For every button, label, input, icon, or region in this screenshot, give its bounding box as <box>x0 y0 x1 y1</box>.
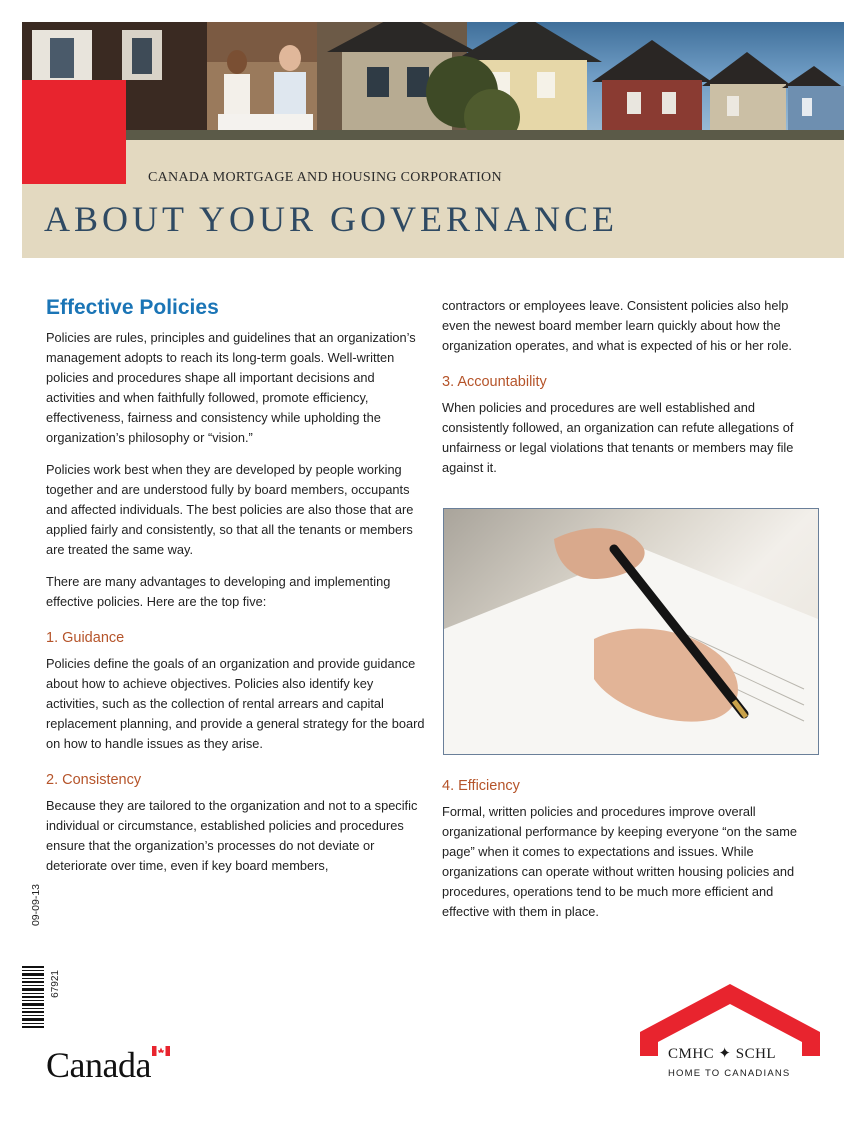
section-heading-guidance: 1. Guidance <box>46 630 125 646</box>
section-text-accountability: When policies and procedures are well established and consistently followed, an organization can refute allegations of unfairness or legal violations that tenants or members may file against it. <box>442 400 794 475</box>
houses-illustration <box>22 22 844 140</box>
red-accent-block <box>22 80 126 184</box>
continued-paragraph: contractors or employees leave. Consistent policies also help even the newest board member learn quickly about how the organization operates, and what is expected of his or her role. <box>442 298 792 353</box>
date-code: 09-09-13 <box>30 884 42 927</box>
canada-wordmark: Canada <box>46 1045 151 1085</box>
hand-writing-illustration <box>444 509 818 754</box>
section-text-efficiency: Formal, written policies and procedures improve overall organizational performance by keeping everyone “on the same page” when it comes to expectations and issues. While organizations can operate without written housing policies and procedures, operations tend to be much more efficient and effective with them in place. <box>442 804 797 919</box>
section-text-guidance: Policies define the goals of an organization and provide guidance about how to achieve objectives. Policies also identify key activities, such as the collection of rental arrears and capital replacement planning, and provide a general strategy for the board on how to handle issues as they arise. <box>46 656 425 751</box>
page-title: ABOUT YOUR GOVERNANCE <box>44 199 619 239</box>
right-column <box>442 296 818 490</box>
organization-name: CANADA MORTGAGE AND HOUSING CORPORATION <box>148 170 502 185</box>
section-text-consistency: Because they are tailored to the organization and not to a specific individual or circumstance, established policies and procedures ensure that the organization’s processes do not deviate or deteriorate over time, even if key board members, <box>46 798 418 873</box>
section-heading-consistency: 2. Consistency <box>46 772 142 788</box>
barcode <box>22 966 44 1028</box>
intro-paragraph-2: Policies work best when they are developed by people working together and are understood fully by board members, occupants and affected individuals. The best policies are also those that are applied fairly and consistently, so that all the tenants or members are treated the same way. <box>46 462 414 557</box>
cmhc-tagline: HOME TO CANADIANS <box>668 1068 791 1079</box>
canada-flag-icon <box>152 1046 170 1056</box>
right-column-lower <box>442 776 818 934</box>
writing-hand-photo <box>443 508 819 755</box>
main-heading: Effective Policies <box>46 296 219 319</box>
section-heading-efficiency: 4. Efficiency <box>442 778 520 794</box>
header-banner-image <box>22 22 844 140</box>
intro-paragraph-1: Policies are rules, principles and guidelines that an organization’s management adopts to reach its long-term goals. Well-written policies and procedures shape all important decisions and activities and when faithfully followed, promote efficiency, effectiveness, fairness and consistency while upholding the organization’s philosophy or “vision.” <box>46 330 416 445</box>
section-heading-accountability: 3. Accountability <box>442 374 547 390</box>
left-column <box>46 294 426 888</box>
cmhc-logo-text: CMHC ✦ SCHL <box>668 1046 777 1062</box>
intro-paragraph-3: There are many advantages to developing and implementing effective policies. Here are the top five: <box>46 574 391 609</box>
product-number: 67921 <box>50 970 61 998</box>
